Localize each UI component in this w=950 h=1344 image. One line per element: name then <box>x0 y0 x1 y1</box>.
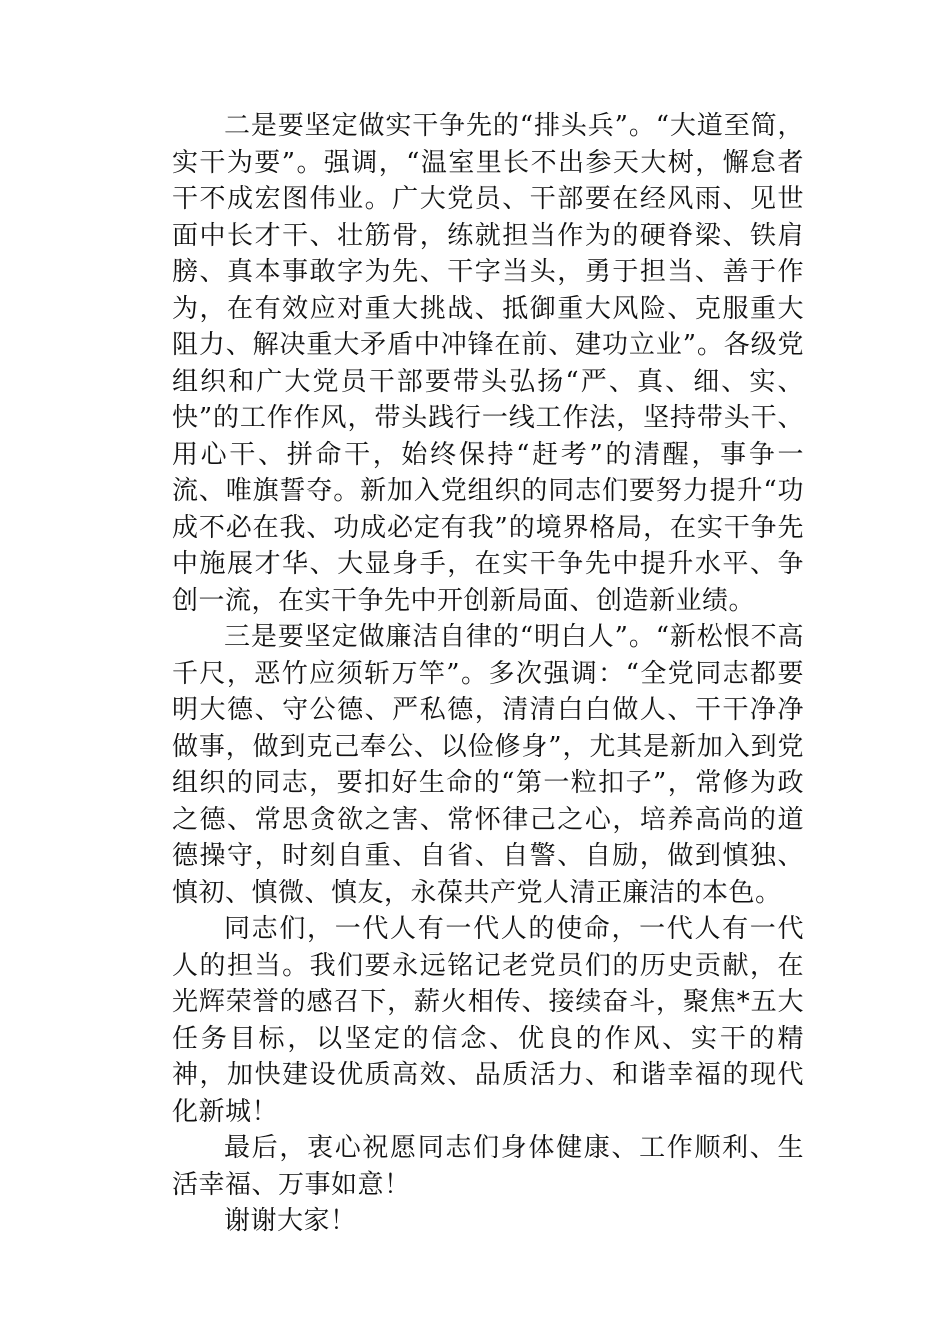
paragraph-comrades: 同志们，一代人有一代人的使命，一代人有一代人的担当。我们要永远铭记老党员们的历史贡献，在光辉荣誉的感召下，薪火相传、接续奋斗，聚焦*五大任务目标，以坚定的信念、优良的作风、实干的精神，加快建设优质高效、品质活力、和谐幸福的现代化新城！ <box>172 914 804 1127</box>
paragraph-thanks: 谢谢大家！ <box>224 1206 357 1236</box>
paragraph-third-point: 三是要坚定做廉洁自律的“明白人”。“新松恨不高千尺，恶竹应须斩万竿”。多次强调：“全党同志都要明大德、守公德、严私德，清清白白做人、干干净净做事，做到克己奉公、以俭修身”，尤其是新加入到党组织的同志，要扣好生命的“第一粒扣子”，常修为政之德、常思贪欲之害、常怀律己之心，培养高尚的道德操守，时刻自重、自省、自警、自励，做到慎独、慎初、慎微、慎友，永葆共产党人清正廉洁的本色。 <box>172 622 804 908</box>
paragraph-second-point: 二是要坚定做实干争先的“排头兵”。“大道至简，实干为要”。强调，“温室里长不出参天大树，懈怠者干不成宏图伟业。广大党员、干部要在经风雨、见世面中长才干、壮筋骨，练就担当作为的硬脊梁、铁肩膀、真本事敢字为先、干字当头，勇于担当、善于作为，在有效应对重大挑战、抵御重大风险、克服重大阻力、解决重大矛盾中冲锋在前、建功立业”。各级党组织和广大党员干部要带头弘扬“严、真、细、实、快”的工作作风，带头践行一线工作法，坚持带头干、用心干、拼命干，始终保持“赶考”的清醒，事争一流、唯旗誓夺。新加入党组织的同志们要努力提升“功成不必在我、功成必定有我”的境界格局，在实干争先中施展才华、大显身手，在实干争先中提升水平、争创一流，在实干争先中开创新局面、创造新业绩。 <box>172 111 804 616</box>
paragraph-wishes: 最后，衷心祝愿同志们身体健康、工作顺利、生活幸福、万事如意！ <box>172 1133 804 1200</box>
document-page <box>172 108 804 1240</box>
